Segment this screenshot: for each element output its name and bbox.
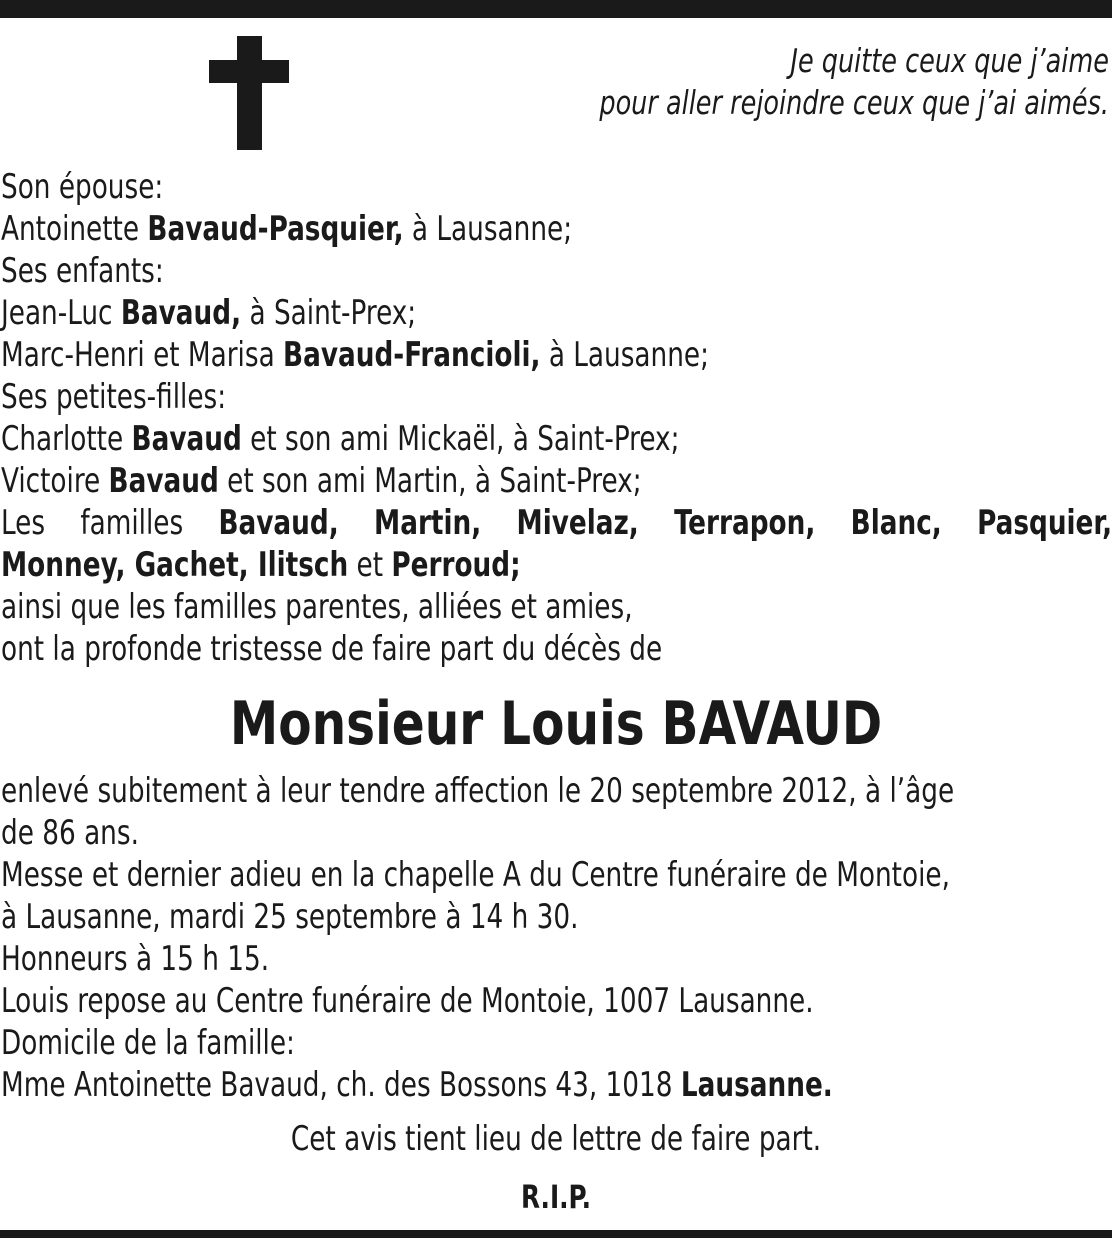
detail-line: à Lausanne, mardi 25 septembre à 14 h 30. (1, 897, 579, 937)
detail-line: Domicile de la famille: (1, 1023, 295, 1063)
spouse-heading: Son épouse: (1, 167, 164, 207)
grandchild-line: Victoire Bavaud et son ami Martin, à Saint-Prex; (1, 461, 642, 501)
families-line-2: Monney, Gachet, Ilitsch et Perroud; (1, 545, 521, 585)
funeral-details (1, 770, 1112, 1106)
top-rule (0, 0, 1112, 18)
detail-line: Honneurs à 15 h 15. (1, 939, 270, 979)
cross-icon (209, 36, 289, 150)
quote-line-2: pour aller rejoindre ceux que j’ai aimés. (599, 83, 1109, 122)
relatives-line: ainsi que les familles parentes, alliées et amies, (1, 587, 633, 627)
epigraph-quote (507, 40, 1109, 124)
detail-line: Louis repose au Centre funéraire de Montoie, 1007 Lausanne. (1, 981, 814, 1021)
spouse-line: Antoinette Bavaud-Pasquier, à Lausanne; (1, 209, 573, 249)
bottom-rule (0, 1230, 1112, 1238)
families-line: Les familles Bavaud, Martin, Mivelaz, Terrapon, Blanc, Pasquier, (1, 503, 1112, 543)
quote-line-1: Je quitte ceux que j’aime (790, 41, 1109, 80)
grandchildren-heading: Ses petites-filles: (1, 377, 227, 417)
deceased-name: Monsieur Louis BAVAUD (229, 689, 883, 759)
family-list (1, 166, 1112, 670)
notice-line: Cet avis tient lieu de lettre de faire part. (290, 1119, 822, 1159)
child-line: Marc-Henri et Marisa Bavaud-Francioli, à Lausanne; (1, 335, 709, 375)
announcement-line: ont la profonde tristesse de faire part du décès de (1, 629, 663, 669)
grandchild-line: Charlotte Bavaud et son ami Mickaël, à Saint-Prex; (1, 419, 680, 459)
rip-line: R.I.P. (520, 1178, 592, 1216)
detail-line: de 86 ans. (1, 813, 139, 853)
family-address: Mme Antoinette Bavaud, ch. des Bossons 43, 1018 Lausanne. (1, 1065, 833, 1105)
children-heading: Ses enfants: (1, 251, 164, 291)
detail-line: enlevé subitement à leur tendre affection le 20 septembre 2012, à l’âge (1, 771, 955, 811)
child-line: Jean-Luc Bavaud, à Saint-Prex; (1, 293, 417, 333)
detail-line: Messe et dernier adieu en la chapelle A du Centre funéraire de Montoie, (1, 855, 950, 895)
